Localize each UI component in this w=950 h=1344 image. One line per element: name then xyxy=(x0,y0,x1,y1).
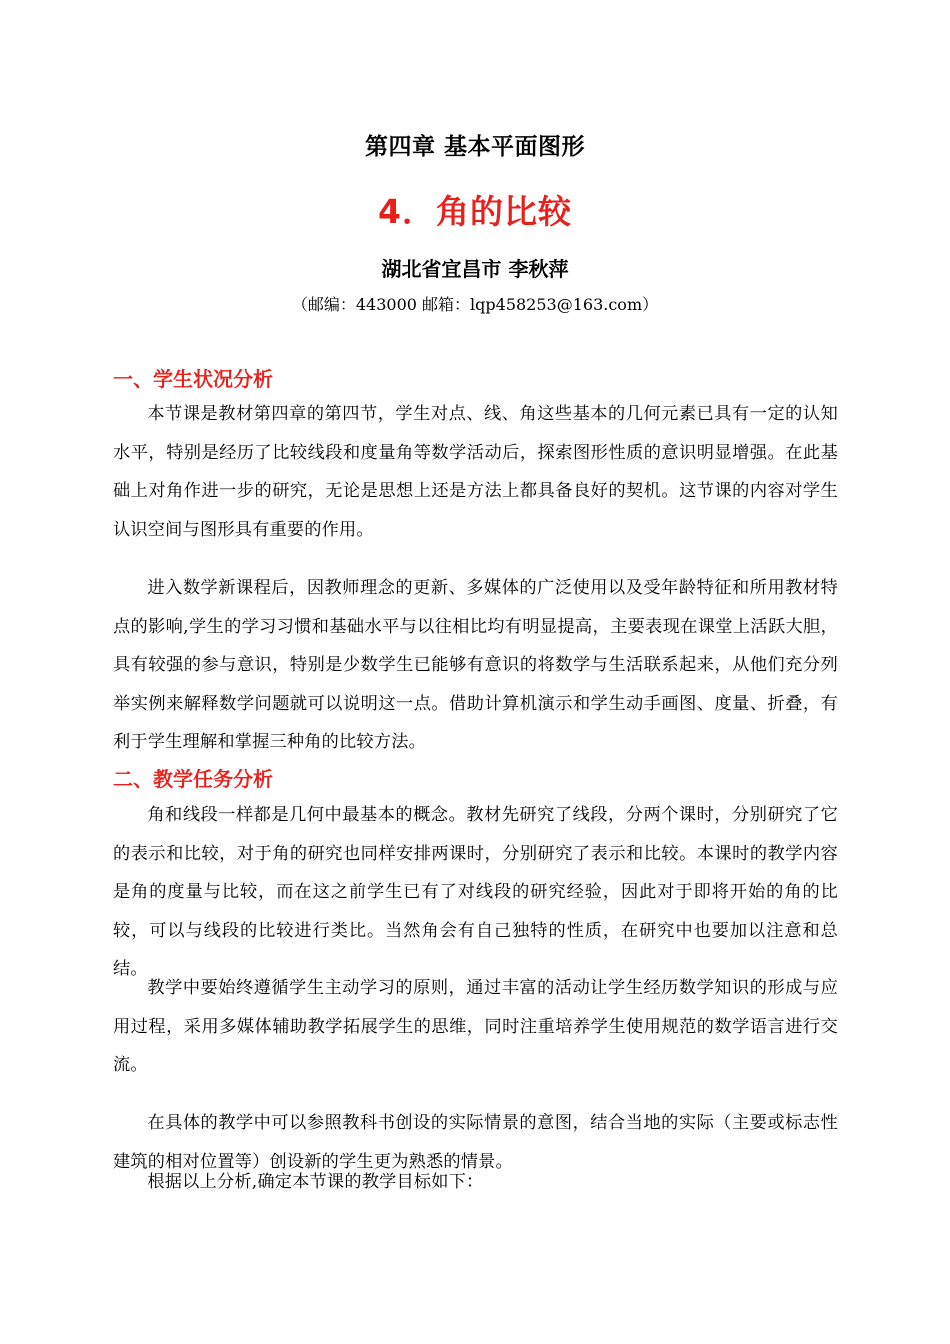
paragraph: 本节课是教材第四章的第四节，学生对点、线、角这些基本的几何元素已具有一定的认知水平，特别是经历了比较线段和度量角等数学活动后，探索图形性质的意识明显增强。在此基础上对角作进一步的研究，无论是思想上还是方法上都具备良好的契机。这节课的内容对学生认识空间与图形具有重要的作用。 xyxy=(113,404,838,540)
paragraph: 进入数学新课程后，因教师理念的更新、多媒体的广泛使用以及受年龄特征和所用教材特点的影响,学生的学习习惯和基础水平与以往相比均有明显提高，主要表现在课堂上活跃大胆，具有较强的参与意识，特别是少数学生已能够有意识的将数学与生活联系起来，从他们充分列举实例来解释数学问题就可以说明这一点。借助计算机演示和学生动手画图、度量、折叠，有利于学生理解和掌握三种角的比较方法。 xyxy=(113,578,838,753)
paragraph: 在具体的教学中可以参照教科书创设的实际情景的意图，结合当地的实际（主要或标志性建筑的相对位置等）创设新的学生更为熟悉的情景。 xyxy=(113,1113,838,1172)
section-heading-task-analysis: 二、教学任务分析 xyxy=(113,767,273,791)
contact-line: （邮编：443000 邮箱：lqp458253@163.com） xyxy=(291,295,659,314)
chapter-title: 第四章 基本平面图形 xyxy=(364,134,585,160)
paragraph: 教学中要始终遵循学生主动学习的原则，通过丰富的活动让学生经历数学知识的形成与应用过程，采用多媒体辅助教学拓展学生的思维，同时注重培养学生使用规范的数学语言进行交流。 xyxy=(113,978,838,1076)
section-heading-student-analysis: 一、学生状况分析 xyxy=(113,367,273,391)
author-line: 湖北省宜昌市 李秋萍 xyxy=(381,257,569,281)
paragraph: 角和线段一样都是几何中最基本的概念。教材先研究了线段，分两个课时，分别研究了它的表示和比较，对于角的研究也同样安排两课时，分别研究了表示和比较。本课时的教学内容是角的度量与比较，而在这之前学生已有了对线段的研究经验，因此对于即将开始的角的比较，可以与线段的比较进行类比。当然角会有自己独特的性质，在研究中也要加以注意和总结。 xyxy=(113,805,838,980)
paragraph: 根据以上分析,确定本节课的教学目标如下： xyxy=(147,1172,484,1192)
lesson-title: 4．角的比较 xyxy=(378,192,572,231)
